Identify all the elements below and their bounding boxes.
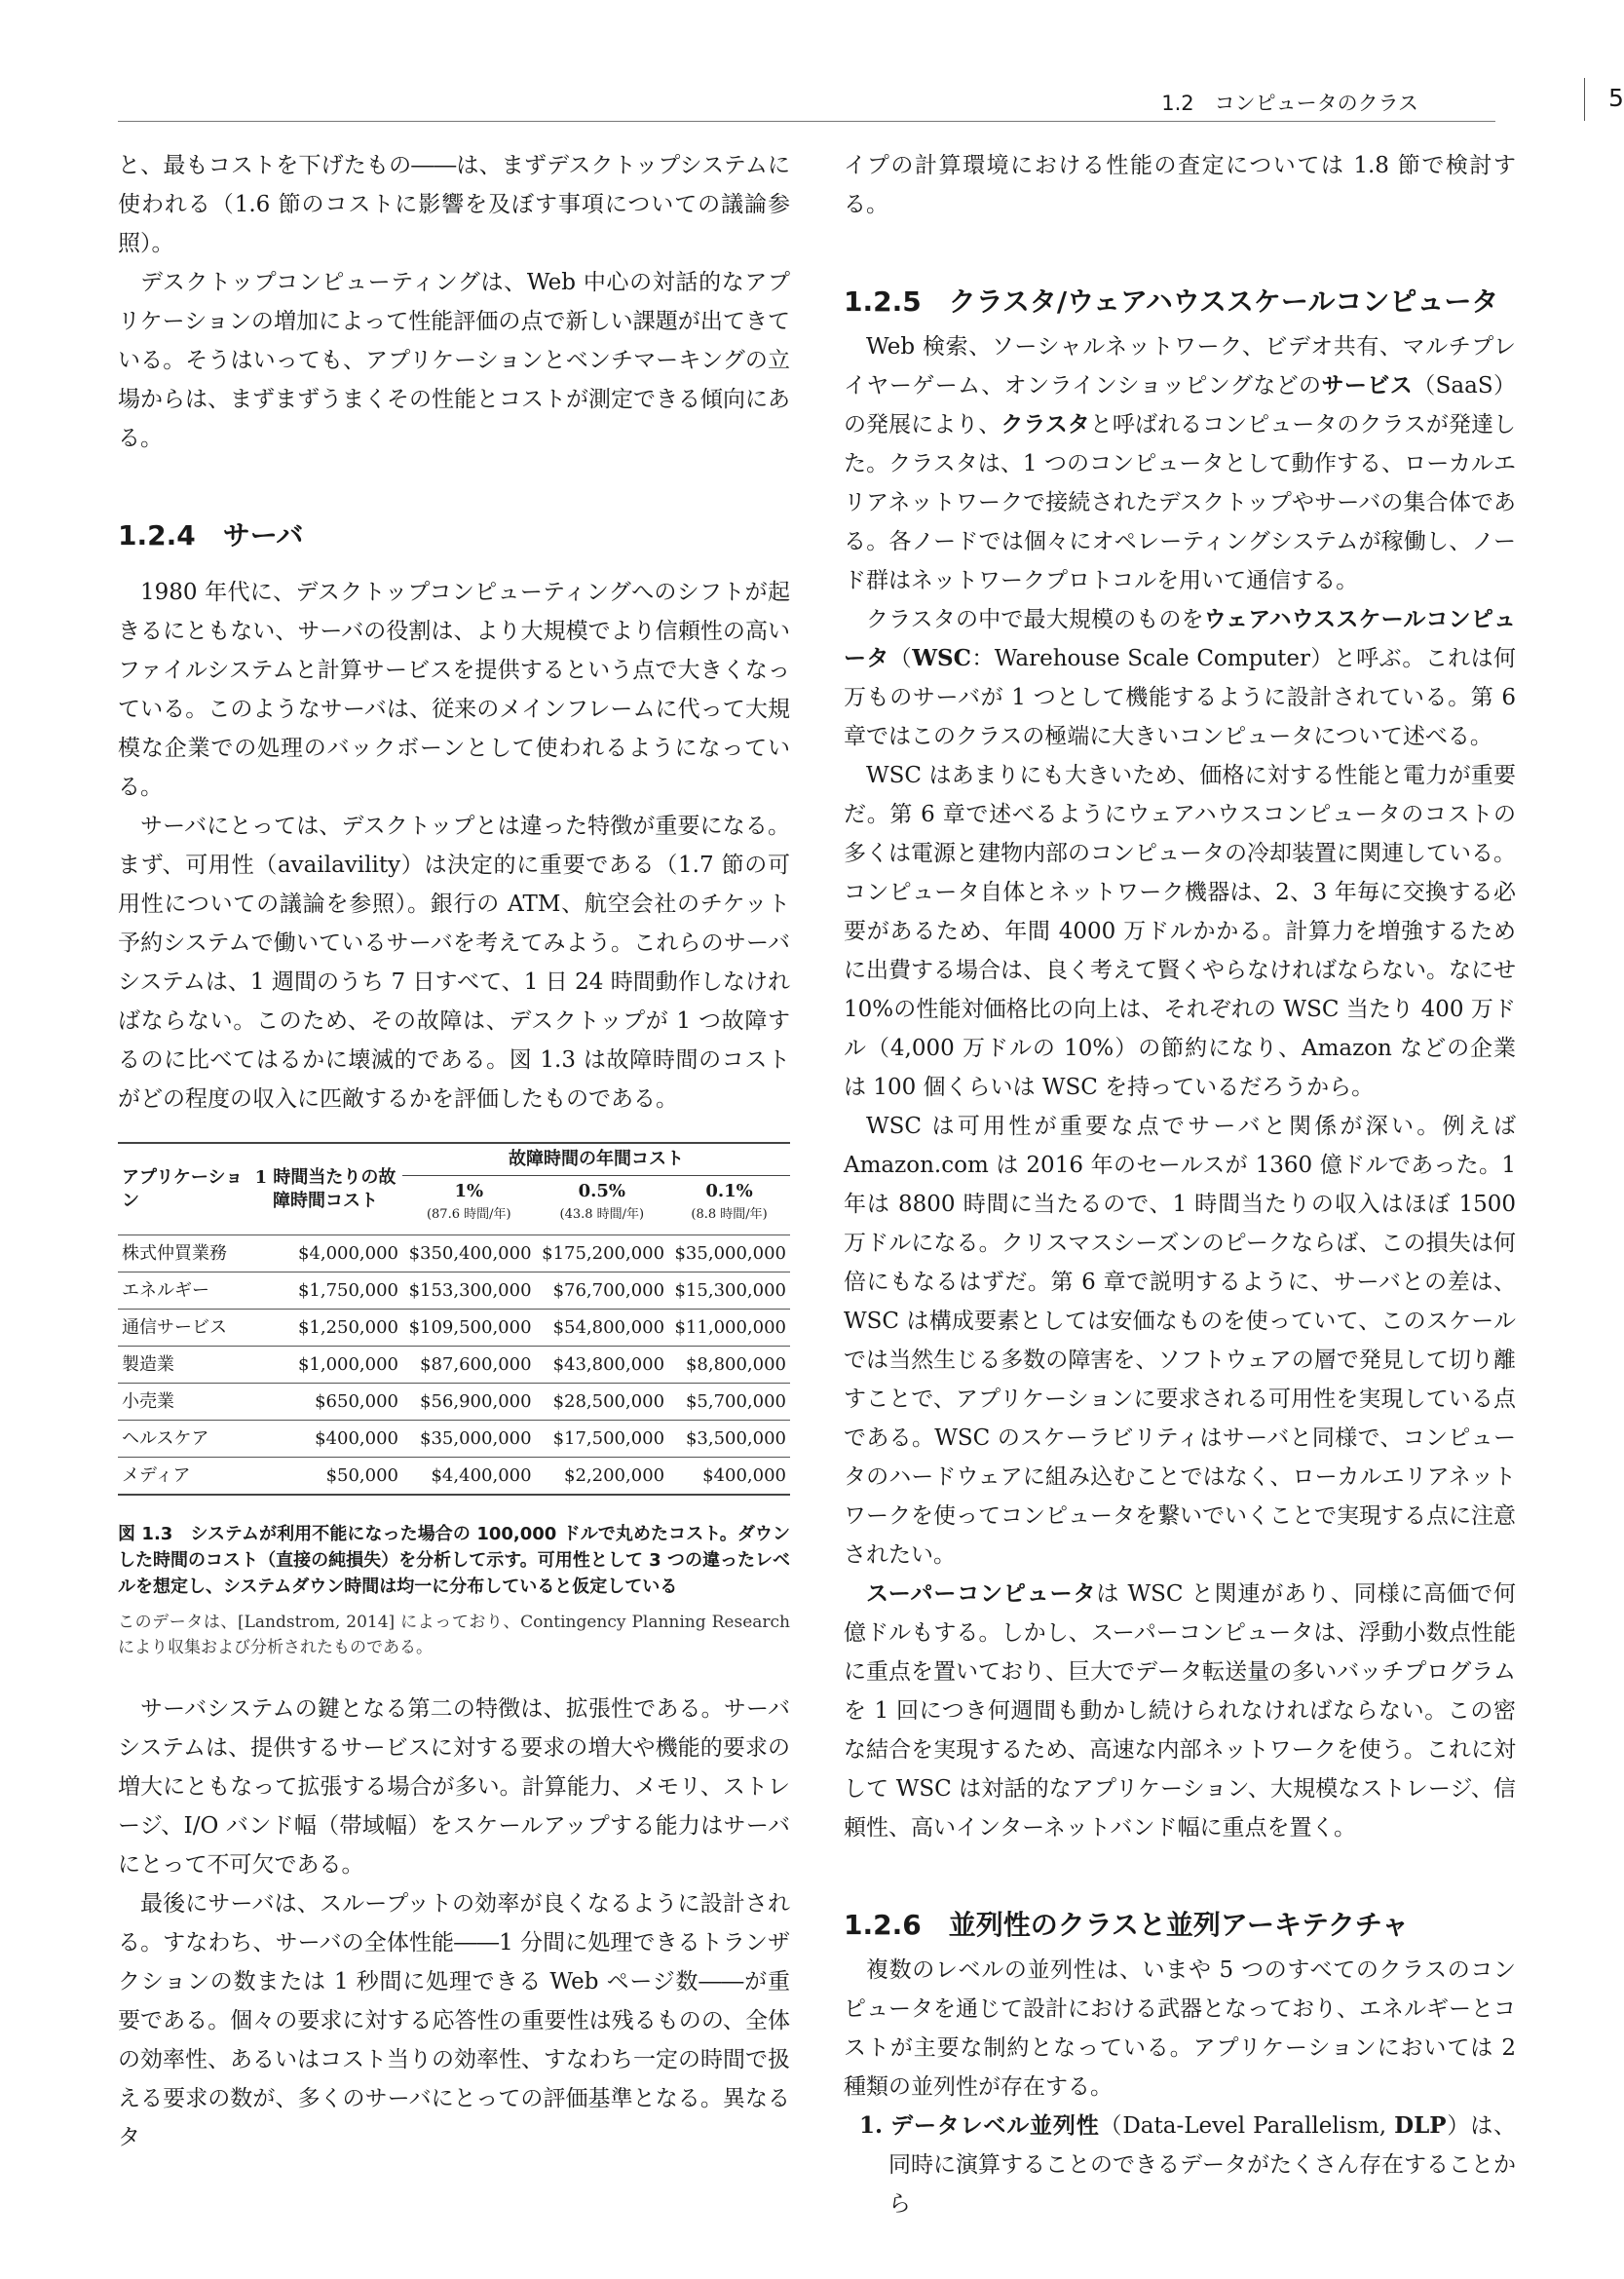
page-number: 5 [1608,84,1624,112]
figure-caption-note: このデータは、[Landstrom, 2014] によっており、Contingency Planning Research により収集および分析されたものである。 [118,1613,790,1657]
paragraph: デスクトップコンピューティングは、Web 中心の対話的なアプリケーションの増加によって性能評価の点で新しい課題が出てきている。そうはいっても、アプリケーションとベンチマーキングの立場からは、まずまずうまくその性能とコストが測定できる傾向にある。 [118,270,790,451]
table-row: メディア $50,000 $4,400,000 $2,200,000 $400,000 [118,1458,790,1496]
paragraph: WSC は可用性が重要な点でサーバと関係が深い。例えば Amazon.com は 2016 年のセールスが 1360 億ドルであった。1 年は 8800 時間に当たるので、1 時間当たりの収入はほぼ 1500 万ドルになる。クリスマスシーズンのピークならば、この損失は何倍にもなるはずだ。第 6 章で説明するように、サーバとの差は、WSC は構成要素としては安価なものを使っていて、このスケールでは当然生じる多数の障害を、ソフトウェアの層で発見して切り離すことで、アプリケーションに要求される可用性を実現している点である。WSC のスケーラビリティはサーバと同様で、コンピュータのハードウェアに組み込むことではなく、ローカルエリアネットワークを使ってコンピュータを繋いでいくことで実現する点に注意されたい。 [844,1114,1516,1568]
level-header: 1% (87.6 時間/年) [426,1181,511,1222]
section-heading-1-2-4: 1.2.4 サーバ [118,519,304,551]
paragraph: Web 検索、ソーシャルネットワーク、ビデオ共有、マルチプレイヤーゲーム、オンラインショッピングなどのサービス（SaaS）の発展により、クラスタと呼ばれるコンピュータのクラスが発達した。クラスタは、1 つのコンピュータとして動作する、ローカルエリアネットワークで接続されたデスクトップやサーバの集合体である。各ノードでは個々にオペレーティングシステムが稼働し、ノード群はネットワークプロトコルを用いて通信する。 [844,334,1517,593]
column-header-application: アプリケーション [118,1143,248,1235]
paragraph: 最後にサーバは、スループットの効率が良くなるように設計される。すなわち、サーバの全体性能――1 分間に処理できるトランザクションの数または 1 秒間に処理できる Web ページ数――が重要である。個々の要求に対する応答性の重要性は残るものの、全体の効率性、あるいはコスト当りの効率性、すなわち一定の時間で扱える要求の数が、多くのサーバにとっての評価基準となる。異なるタ [118,1891,790,2150]
running-header [118,84,1624,121]
section-heading-1-2-6: 1.2.6 並列性のクラスと並列アーキテクチャ [844,1909,1410,1941]
paragraph: スーパーコンピュータは WSC と関連があり、同様に高価で何億ドルもする。しかし、スーパーコンピュータは、浮動小数点性能に重点を置いており、巨大でデータ転送量の多いバッチプログラムを 1 回につき何週間も動かし続けられなければならない。この密な結合を実現するため、高速な内部ネットワークを使う。これに対して WSC は対話的なアプリケーション、大規模なストレージ、信頼性、高いインターネットバンド幅に重点を置く。 [844,1580,1516,1841]
section-title: 1.2 コンピュータのクラス [1161,92,1418,115]
paragraph: サーバにとっては、デスクトップとは違った特徴が重要になる。まず、可用性（availavility）は決定的に重要である（1.7 節の可用性についての議論を参照）。銀行の ATM、航空会社のチケット予約システムで働いているサーバを考えてみよう。これらのサーバシステムは、1 週間のうち 7 日すべて、1 日 24 時間動作しなければならない。このため、その故障は、デスクトップが 1 つ故障するのに比べてはるかに壊滅的である。図 1.3 は故障時間のコストがどの程度の収入に匹敵するかを評価したものである。 [118,814,790,1112]
table-row: エネルギー $1,750,000 $153,300,000 $76,700,000 $15,300,000 [118,1272,790,1310]
level-header: 0.1% (8.8 時間/年) [691,1181,768,1222]
table-row: ヘルスケア $400,000 $35,000,000 $17,500,000 $3,500,000 [118,1421,790,1458]
column-header-hourly-cost: 1 時間当たりの故障時間コスト [248,1143,402,1235]
table-row: 通信サービス $1,250,000 $109,500,000 $54,800,000 $11,000,000 [118,1310,790,1347]
table-row: 小売業 $650,000 $56,900,000 $28,500,000 $5,700,000 [118,1384,790,1421]
paragraph: 複数のレベルの並列性は、いまや 5 つのすべてのクラスのコンピュータを通じて設計における武器となっており、エネルギーとコストが主要な制約となっている。アプリケーションにおいては 2 種類の並列性が存在する。 [844,1957,1516,2100]
paragraph: と、最もコストを下げたもの――は、まずデスクトップシステムに使われる（1.6 節のコストに影響を及ぼす事項についての議論参照）。 [118,153,790,256]
right-column [844,146,1516,2223]
paragraph: 1980 年代に、デスクトップコンピューティングへのシフトが起きるにともない、サーバの役割は、より大規模でより信頼性の高いファイルシステムと計算サービスを提供するという点で大きくなっている。このようなサーバは、従来のメインフレームに代って大規模な企業での処理のバックボーンとして使われるようになっている。 [118,580,790,800]
figure-caption: 図 1.3 システムが利用不能になった場合の 100,000 ドルで丸めたコスト。ダウンした時間のコスト（直接の純損失）を分析して示す。可用性として 3 つの違ったレベルを想定し、システムダウン時間は均一に分布していると仮定している [118,1524,790,1597]
header-rule [118,121,1495,122]
paragraph: イプの計算環境における性能の査定については 1.8 節で検討する。 [844,153,1516,217]
paragraph: クラスタの中で最大規模のものをウェアハウススケールコンピュータ（WSC：Warehouse Scale Computer）と呼ぶ。これは何万ものサーバが 1 つとして機能するように設計されている。第 6 章ではこのクラスの極端に大きいコンピュータについて述べる。 [844,606,1517,749]
left-column [118,146,790,2157]
level-header: 0.5% (43.8 時間/年) [559,1181,645,1222]
list-item: 1. データレベル並列性（Data-Level Parallelism, DLP）は、同時に演算することのできるデータがたくさん存在することから [859,2112,1517,2217]
downtime-cost-table [118,1142,790,1496]
paragraph: サーバシステムの鍵となる第二の特徴は、拡張性である。サーバシステムは、提供するサービスに対する要求の増大や機能的要求の増大にともなって拡張する場合が多い。計算能力、メモリ、ストレージ、I/O バンド幅（帯域幅）をスケールアップする能力はサーバにとって不可欠である。 [118,1696,790,1878]
header-separator [1584,78,1585,121]
group-header-annual-cost: 故障時間の年間コスト [402,1143,790,1176]
section-heading-1-2-5: 1.2.5 クラスタ/ウェアハウススケールコンピュータ [844,285,1499,318]
table-row: 株式仲買業務 $4,000,000 $350,400,000 $175,200,000 $35,000,000 [118,1235,790,1272]
paragraph: WSC はあまりにも大きいため、価格に対する性能と電力が重要だ。第 6 章で述べるようにウェアハウスコンピュータのコストの多くは電源と建物内部のコンピュータの冷却装置に関連している。コンピュータ自体とネットワーク機器は、2、3 年毎に交換する必要があるため、年間 4000 万ドルかかる。計算力を増強するために出費する場合は、良く考えて賢くやらなければならない。なにせ 10%の性能対価格比の向上は、それぞれの WSC 当たり 400 万ドル（4,000 万ドルの 10%）の節約になり、Amazon などの企業は 100 個くらいは WSC を持っているだろうから。 [844,763,1516,1100]
table-row: 製造業 $1,000,000 $87,600,000 $43,800,000 $8,800,000 [118,1347,790,1384]
